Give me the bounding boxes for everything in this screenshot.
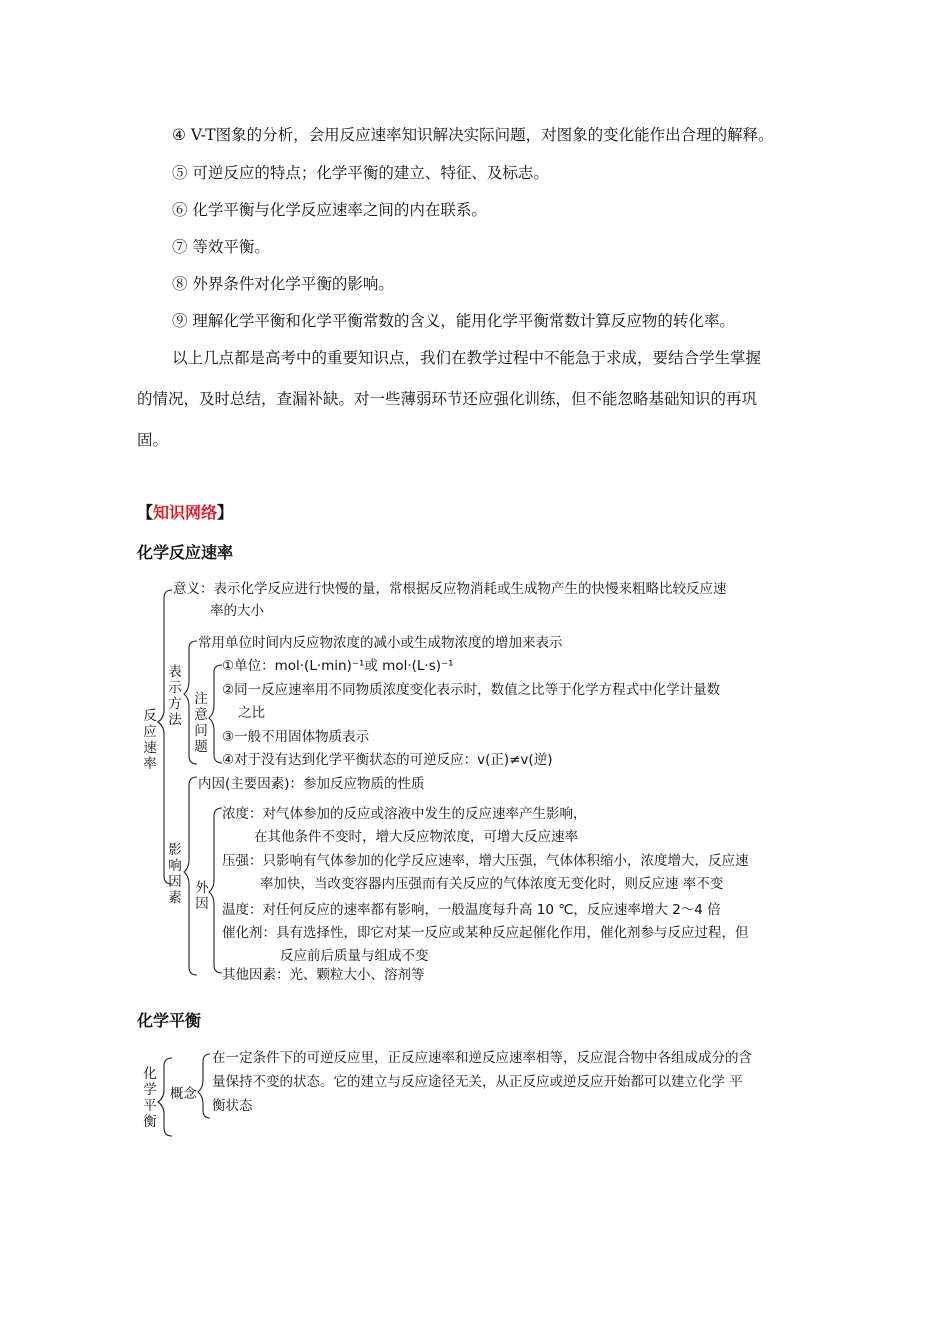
external-item: 催化剂：具有选择性，即它对某一反应或某种反应起催化作用，催化剂参与反应过程，但 — [222, 925, 749, 941]
list-item: ⑥ 化学平衡与化学反应速率之间的内在联系。 — [172, 201, 487, 219]
factor-label: 影响因素 — [168, 842, 182, 906]
notes-label: 注意问题 — [194, 691, 208, 755]
external-item: 浓度：对气体参加的反应或溶液中发生的反应速率产生影响， — [222, 806, 587, 822]
expr-label: 表示方法 — [168, 664, 182, 728]
meaning-line: 率的大小 — [210, 603, 264, 619]
concept-line: 衡状态 — [212, 1098, 253, 1114]
concept-line: 在一定条件下的可逆反应里，正反应速率和逆反应速率相等，反应混合物中各组成成分的含 — [212, 1050, 752, 1066]
expr-main: 常用单位时间内反应物浓度的减小或生成物浓度的增加来表示 — [198, 635, 563, 651]
note-item: ②同一反应速率用不同物质浓度变化表示时，数值之比等于化学方程式中化学计量数 — [222, 682, 721, 698]
equilibrium-root-label: 化学平衡 — [143, 1066, 157, 1130]
bracket-open: 【 — [137, 503, 154, 522]
summary-line: 固。 — [137, 431, 169, 449]
network-heading-text: 知识网络 — [153, 503, 218, 522]
note-item: ③一般不用固体物质表示 — [222, 729, 370, 745]
list-item: ⑤ 可逆反应的特点；化学平衡的建立、特征、及标志。 — [172, 164, 549, 182]
external-item: 率加快，当改变容器内压强而有关反应的气体浓度无变化时，则反应速 率不变 — [260, 876, 724, 892]
meaning-line: 意义：表示化学反应进行快慢的量，常根据反应物消耗或生成物产生的快慢来粗略比较反应速 — [173, 581, 727, 597]
concept-brace — [198, 1054, 210, 1118]
list-item: ⑦ 等效平衡。 — [172, 238, 270, 256]
list-item: ④ V-T图象的分析，会用反应速率知识解决实际问题，对图象的变化能作出合理的解释。 — [172, 126, 774, 144]
rate-root-label: 反应速率 — [143, 708, 157, 772]
concept-label: 概念 — [170, 1086, 197, 1102]
summary-line: 的情况，及时总结，查漏补缺。对一些薄弱环节还应强化训练，但不能忽略基础知识的再巩 — [137, 390, 758, 408]
external-item: 其他因素：光、颗粒大小、溶剂等 — [222, 967, 425, 983]
external-item: 在其他条件不变时，增大反应物浓度，可增大反应速率 — [254, 829, 578, 845]
rate-heading: 化学反应速率 — [137, 543, 234, 562]
internal-factor: 内因(主要因素)：参加反应物质的性质 — [198, 776, 425, 792]
bracket-close: 】 — [217, 503, 234, 522]
note-item: ①单位：mol·(L·min)⁻¹或 mol·(L·s)⁻¹ — [222, 658, 454, 674]
external-item: 温度：对任何反应的速率都有影响，一般温度每升高 10 ℃，反应速率增大 2～4 倍 — [222, 902, 721, 918]
list-item: ⑨ 理解化学平衡和化学平衡常数的含义，能用化学平衡常数计算反应物的转化率。 — [172, 312, 735, 330]
note-item: ④对于没有达到化学平衡状态的可逆反应：v(正)≠v(逆) — [222, 752, 553, 768]
note-item: 之比 — [238, 705, 265, 721]
external-item: 压强：只影响有气体参加的化学反应速率，增大压强，气体体积缩小，浓度增大，反应速 — [222, 853, 749, 869]
equilibrium-heading: 化学平衡 — [137, 1011, 202, 1030]
external-item: 反应前后质量与组成不变 — [280, 948, 429, 964]
external-label: 外因 — [195, 880, 209, 912]
concept-line: 量保持不变的状态。它的建立与反应途径无关，从正反应或逆反应开始都可以建立化学 平 — [212, 1074, 743, 1090]
list-item: ⑧ 外界条件对化学平衡的影响。 — [172, 275, 394, 293]
summary-line: 以上几点都是高考中的重要知识点，我们在教学过程中不能急于求成，要结合学生掌握 — [172, 349, 762, 367]
